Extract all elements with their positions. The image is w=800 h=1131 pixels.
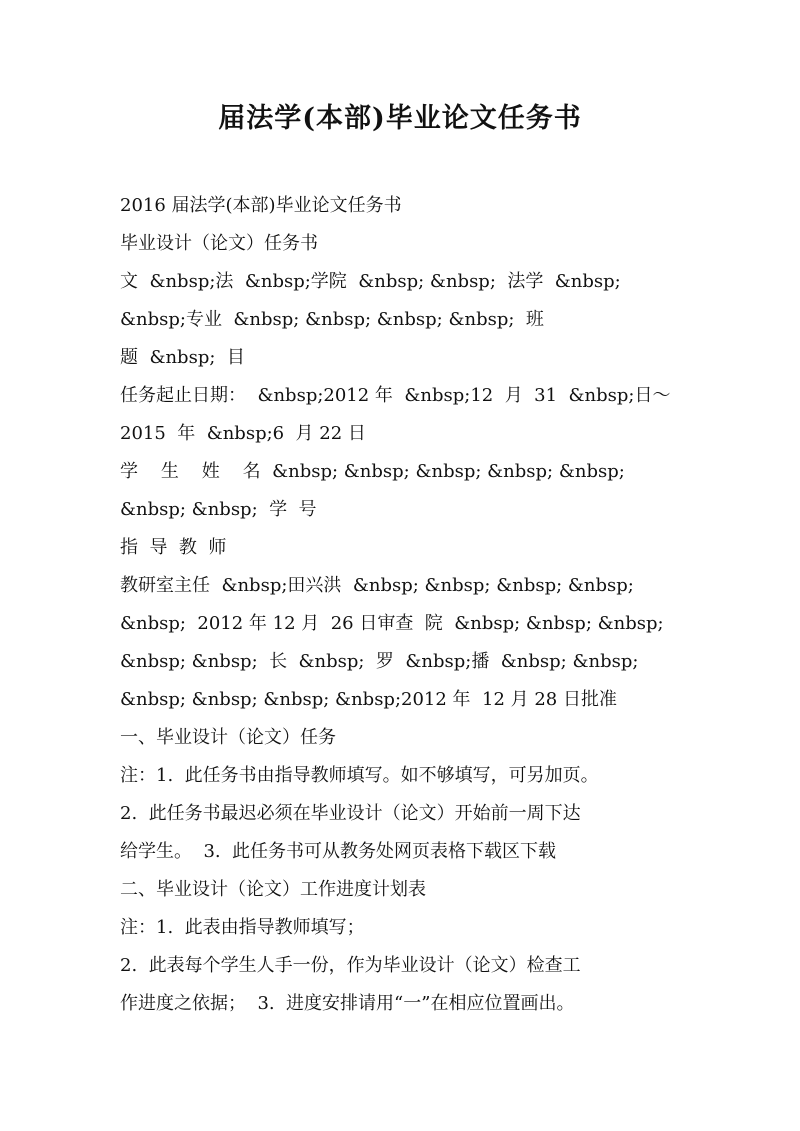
text-line: &nbsp; &nbsp; 学 号 [120, 499, 317, 520]
text-line: 教研室主任 &nbsp;田兴洪 &nbsp; &nbsp; &nbsp; &nbsp; [120, 575, 634, 596]
section-heading: 一、毕业设计（论文）任务 [120, 727, 336, 748]
text-line: 2. 此表每个学生人手一份，作为毕业设计（论文）检查工 [120, 955, 581, 976]
text-line: &nbsp;专业 &nbsp; &nbsp; &nbsp; &nbsp; 班 [120, 309, 544, 330]
document-title: 届法学(本部)毕业论文任务书 [218, 103, 582, 134]
document-body [120, 187, 700, 1023]
text-line: 题 &nbsp; 目 [120, 347, 245, 368]
text-line: 指 导 教 师 [120, 537, 227, 558]
text-line: 2015 年 &nbsp;6 月 22 日 [120, 423, 366, 444]
text-line: 文 &nbsp;法 &nbsp;学院 &nbsp; &nbsp; 法学 &nbsp; [120, 271, 621, 292]
text-line: 2. 此任务书最迟必须在毕业设计（论文）开始前一周下达 [120, 803, 581, 824]
text-line: &nbsp; 2012 年 12 月 26 日审查 院 &nbsp; &nbsp; &nbsp; [120, 613, 664, 634]
text-line: 注：1. 此任务书由指导教师填写。如不够填写，可另加页。 [120, 765, 599, 786]
text-line: &nbsp; &nbsp; 长 &nbsp; 罗 &nbsp;播 &nbsp; &nbsp; [120, 651, 639, 672]
section-heading: 二、毕业设计（论文）工作进度计划表 [120, 879, 426, 900]
text-line: 给学生。 3. 此任务书可从教务处网页表格下载区下载 [120, 841, 557, 862]
text-line: 作进度之依据； 3. 进度安排请用“一”在相应位置画出。 [120, 993, 575, 1014]
text-line: 学 生 姓 名 &nbsp; &nbsp; &nbsp; &nbsp; &nbsp; [120, 461, 625, 482]
text-line: 注：1. 此表由指导教师填写； [120, 917, 365, 938]
text-line: &nbsp; &nbsp; &nbsp; &nbsp;2012 年 12 月 28 日批准 [120, 689, 617, 710]
text-line: 2016 届法学(本部)毕业论文任务书 [120, 195, 402, 216]
text-line: 毕业设计（论文）任务书 [120, 233, 318, 254]
text-line: 任务起止日期： &nbsp;2012 年 &nbsp;12 月 31 &nbsp;日～ [120, 385, 671, 406]
